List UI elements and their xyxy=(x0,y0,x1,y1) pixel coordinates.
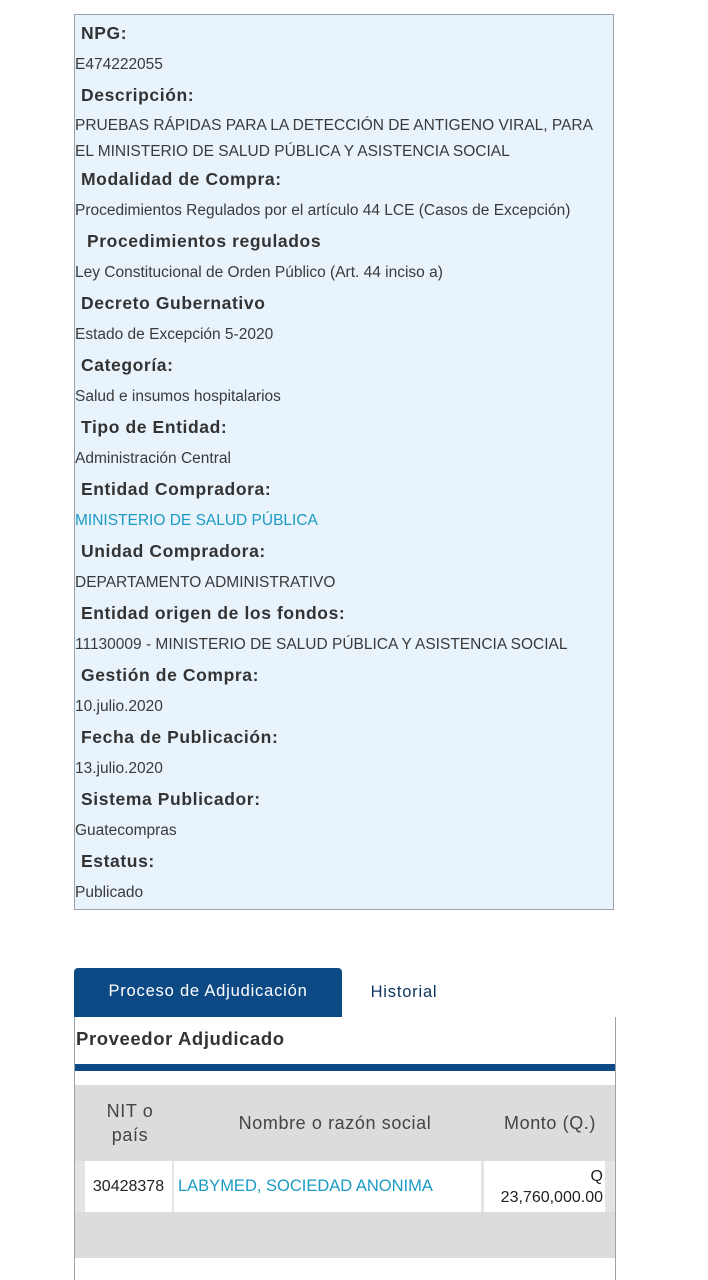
field-value: Estado de Excepción 5-2020 xyxy=(75,326,274,343)
field-label: Modalidad de Compra: xyxy=(81,169,282,189)
field-value: PRUEBAS RÁPIDAS PARA LA DETECCIÓN DE ANTIGENO VIRAL, PARA EL MINISTERIO DE SALUD PÚBLICA Y ASISTENCIA SOCIAL xyxy=(75,117,593,160)
field-label: Gestión de Compra: xyxy=(81,665,260,685)
field-estatus xyxy=(75,847,613,909)
entidad-compradora-link[interactable]: MINISTERIO DE SALUD PÚBLICA xyxy=(75,512,318,529)
field-label: Entidad Compradora: xyxy=(81,479,272,499)
field-entidad-compradora xyxy=(75,475,613,537)
table-header xyxy=(75,1085,615,1161)
panel-title: Proveedor Adjudicado xyxy=(76,1028,285,1049)
table-footer-row xyxy=(75,1212,615,1258)
cell-amount xyxy=(484,1161,605,1212)
field-label: Procedimientos regulados xyxy=(87,231,322,251)
field-value: Administración Central xyxy=(75,450,231,467)
field-label: NPG: xyxy=(81,23,128,43)
accent-bar xyxy=(75,1064,615,1071)
field-descripcion xyxy=(75,81,613,165)
field-sistema-publicador xyxy=(75,785,613,847)
field-value: E474222055 xyxy=(75,56,163,73)
field-label: Descripción: xyxy=(81,85,195,105)
field-procedimientos xyxy=(75,227,613,289)
field-decreto xyxy=(75,289,613,351)
field-value: Guatecompras xyxy=(75,822,177,839)
field-label: Sistema Publicador: xyxy=(81,789,261,809)
field-npg xyxy=(75,19,613,81)
field-tipo-entidad xyxy=(75,413,613,475)
field-label: Tipo de Entidad: xyxy=(81,417,228,437)
field-label: Categoría: xyxy=(81,355,174,375)
adjudicacion-panel xyxy=(74,1017,616,1280)
field-fecha-publicacion xyxy=(75,723,613,785)
field-label: Entidad origen de los fondos: xyxy=(81,603,346,623)
column-header-name: Nombre o razón social xyxy=(238,1113,432,1133)
field-value: DEPARTAMENTO ADMINISTRATIVO xyxy=(75,574,336,591)
field-label: Fecha de Publicación: xyxy=(81,727,279,747)
purchase-details-panel xyxy=(74,14,614,910)
field-label: Decreto Gubernativo xyxy=(81,293,266,313)
field-value: Procedimientos Regulados por el artículo 44 LCE (Casos de Excepción) xyxy=(75,202,571,219)
currency-symbol: Q xyxy=(590,1167,603,1185)
column-header-amount: Monto (Q.) xyxy=(503,1113,597,1133)
field-categoria xyxy=(75,351,613,413)
field-gestion xyxy=(75,661,613,723)
field-label: Unidad Compradora: xyxy=(81,541,266,561)
field-value: 11130009 - MINISTERIO DE SALUD PÚBLICA Y ASISTENCIA SOCIAL xyxy=(75,636,568,653)
tab-historial[interactable]: Historial xyxy=(370,983,438,1001)
column-header-nit: NIT o país xyxy=(106,1101,154,1145)
field-origen-fondos xyxy=(75,599,613,661)
tab-proceso-adjudicacion[interactable]: Proceso de Adjudicación xyxy=(74,968,342,1017)
field-unidad-compradora xyxy=(75,537,613,599)
supplier-link[interactable]: LABYMED, SOCIEDAD ANONIMA xyxy=(174,1161,481,1212)
field-value: 13.julio.2020 xyxy=(75,760,163,777)
field-modalidad xyxy=(75,165,613,227)
field-label: Estatus: xyxy=(81,851,155,871)
table-row xyxy=(75,1161,615,1212)
field-value: 10.julio.2020 xyxy=(75,698,163,715)
field-value: Salud e insumos hospitalarios xyxy=(75,388,281,405)
field-value: Publicado xyxy=(75,884,144,901)
amount-value: 23,760,000.00 xyxy=(500,1188,603,1206)
field-value: Ley Constitucional de Orden Público (Art. 44 inciso a) xyxy=(75,264,443,281)
tab-bar xyxy=(74,968,616,1017)
cell-nit: 30428378 xyxy=(85,1161,172,1212)
